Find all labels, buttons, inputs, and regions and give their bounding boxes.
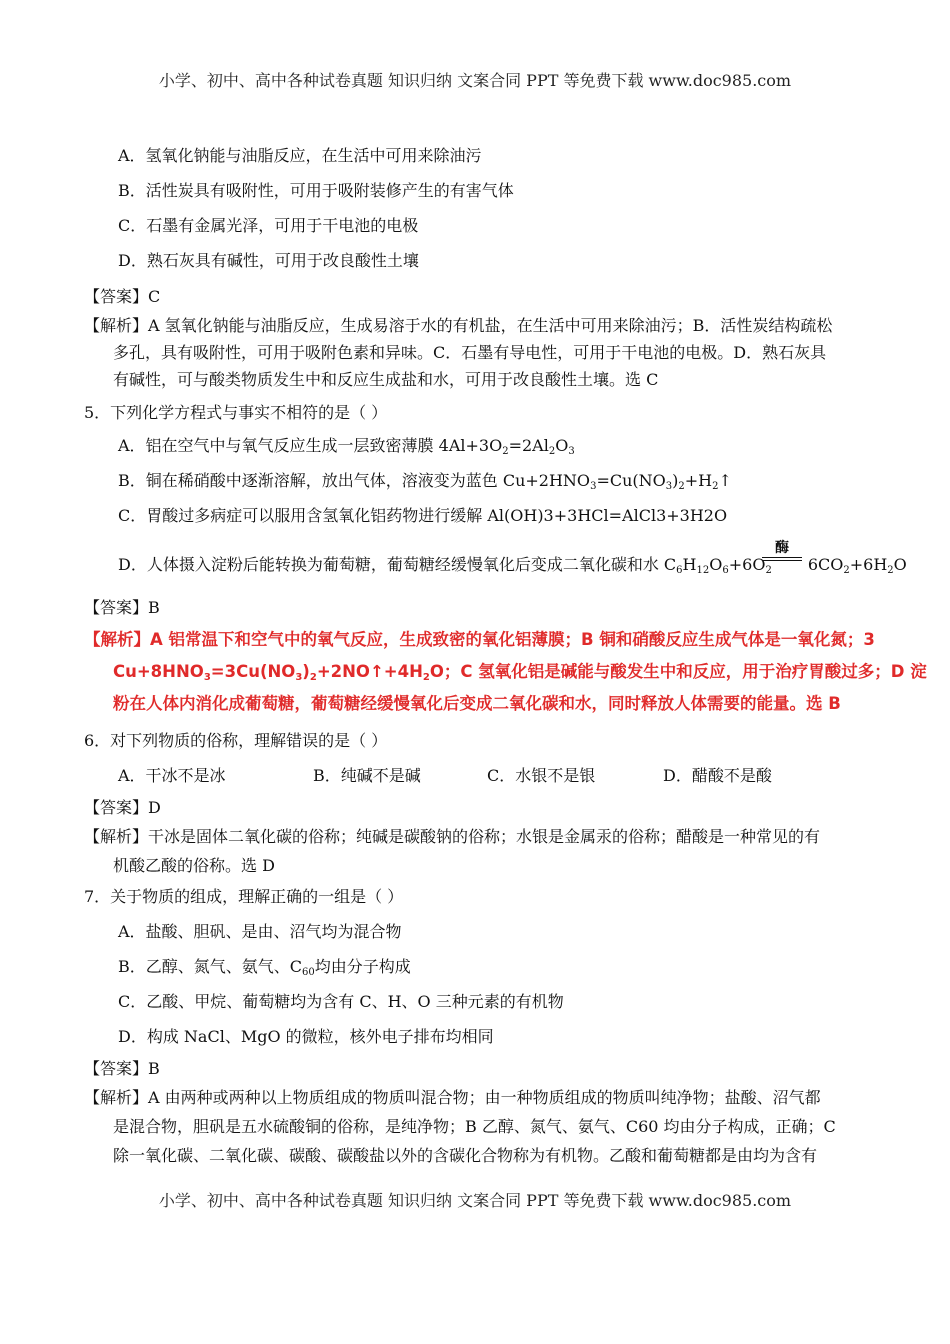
q4-analysis-line-1: 【解析】A 氢氧化钠能与油脂反应，生成易溶于水的有机盐，在生活中可用来除油污；B．活性炭结构疏松 bbox=[84, 316, 833, 335]
q7-option-c: C．乙酸、甲烷、葡萄糖均为含有 C、H、O 三种元素的有机物 bbox=[118, 992, 564, 1011]
q6-analysis-line-1: 【解析】干冰是固体二氧化碳的俗称；纯碱是碳酸钠的俗称；水银是金属汞的俗称；醋酸是一种常见的有 bbox=[84, 827, 821, 846]
q5-option-a: A．铝在空气中与氧气反应生成一层致密薄膜 $4Al+3O_2=2Al_2O_3$ bbox=[118, 436, 575, 457]
q6-option-b: B．纯碱不是碱 bbox=[313, 766, 421, 785]
double-equal-sign bbox=[762, 557, 802, 561]
q4-answer: 【答案】C bbox=[84, 287, 161, 306]
q7-stem: 7．关于物质的组成，理解正确的一组是（ ） bbox=[84, 887, 404, 906]
q4-analysis-line-2: 多孔，具有吸附性，可用于吸附色素和异味。C．石墨有导电性，可用于干电池的电极。D．熟石灰具 bbox=[113, 343, 827, 362]
page-footer: 小学、初中、高中各种试卷真题 知识归纳 文案合同 PPT 等免费下载 www.doc985.com bbox=[158, 1191, 792, 1210]
q7-option-a: A．盐酸、胆矾、是由、沼气均为混合物 bbox=[118, 922, 402, 941]
q6-answer: 【答案】D bbox=[84, 798, 161, 817]
q4-option-a: A．氢氧化钠能与油脂反应，在生活中可用来除油污 bbox=[118, 146, 482, 165]
q7-option-b: B．乙醇、氮气、氨气、$C_{60}$均由分子构成 bbox=[118, 957, 411, 978]
q7-analysis-line-2: 是混合物，胆矾是五水硫酸铜的俗称，是纯净物；B 乙醇、氮气、氨气、C60 均由分子构成，正确；C bbox=[113, 1117, 836, 1136]
q6-option-a: A．干冰不是冰 bbox=[118, 766, 226, 785]
q6-analysis-line-2: 机酸乙酸的俗称。选 D bbox=[113, 856, 275, 875]
q5-option-b: B．铜在稀硝酸中逐渐溶解，放出气体，溶液变为蓝色 $Cu+2HNO_3=Cu(NO_3)_2+H_2↑$ bbox=[118, 471, 732, 492]
q4-option-c: C．石墨有金属光泽，可用于干电池的电极 bbox=[118, 216, 419, 235]
page-header: 小学、初中、高中各种试卷真题 知识归纳 文案合同 PPT 等免费下载 www.doc985.com bbox=[158, 71, 792, 90]
q7-option-d: D．构成 NaCl、MgO 的微粒，核外电子排布均相同 bbox=[118, 1027, 494, 1046]
q5-analysis-line-3: 粉在人体内消化成葡萄糖，葡萄糖经缓慢氧化后变成二氧化碳和水，同时释放人体需要的能量。选 B bbox=[113, 694, 841, 713]
q6-option-c: C．水银不是银 bbox=[487, 766, 596, 785]
q4-analysis-line-3: 有碱性，可与酸类物质发生中和反应生成盐和水，可用于改良酸性土壤。选 C bbox=[113, 370, 659, 389]
q5-analysis-line-2: $Cu+8HNO_3=3Cu(NO_3)_2+2NO↑+4H_2O$；C 氢氧化铝是碱能与酸发生中和反应，用于治疗胃酸过多；D 淀 bbox=[113, 662, 927, 683]
q6-option-d: D．醋酸不是酸 bbox=[663, 766, 772, 785]
q5-answer: 【答案】B bbox=[84, 598, 160, 617]
enzyme-condition-sign bbox=[762, 540, 802, 561]
q5-option-d: D．人体摄入淀粉后能转换为葡萄糖，葡萄糖经缓慢氧化后变成二氧化碳和水 $C_6H_{12}O_6+6O_2$ $6CO_2+6H_2O$ bbox=[118, 555, 907, 576]
q6-stem: 6．对下列物质的俗称，理解错误的是（ ） bbox=[84, 731, 388, 750]
enzyme-label: 酶 bbox=[775, 540, 789, 556]
q7-analysis-line-1: 【解析】A 由两种或两种以上物质组成的物质叫混合物；由一种物质组成的物质叫纯净物；盐酸、沼气都 bbox=[84, 1088, 821, 1107]
q5-option-c: C．胃酸过多病症可以服用含氢氧化铝药物进行缓解 Al(OH)3+3HCl=AlCl3+3H2O bbox=[118, 506, 728, 525]
q7-analysis-line-3: 除一氧化碳、二氧化碳、碳酸、碳酸盐以外的含碳化合物称为有机物。乙酸和葡萄糖都是由均为含有 bbox=[113, 1146, 818, 1165]
q4-option-b: B．活性炭具有吸附性，可用于吸附装修产生的有害气体 bbox=[118, 181, 514, 200]
q4-option-d: D．熟石灰具有碱性，可用于改良酸性土壤 bbox=[118, 251, 419, 270]
q7-answer: 【答案】B bbox=[84, 1059, 160, 1078]
q5-analysis-line-1: 【解析】A 铝常温下和空气中的氧气反应，生成致密的氧化铝薄膜；B 铜和硝酸反应生成气体是一氧化氮；3 bbox=[84, 630, 875, 649]
q5-stem: 5．下列化学方程式与事实不相符的是（ ） bbox=[84, 403, 388, 422]
